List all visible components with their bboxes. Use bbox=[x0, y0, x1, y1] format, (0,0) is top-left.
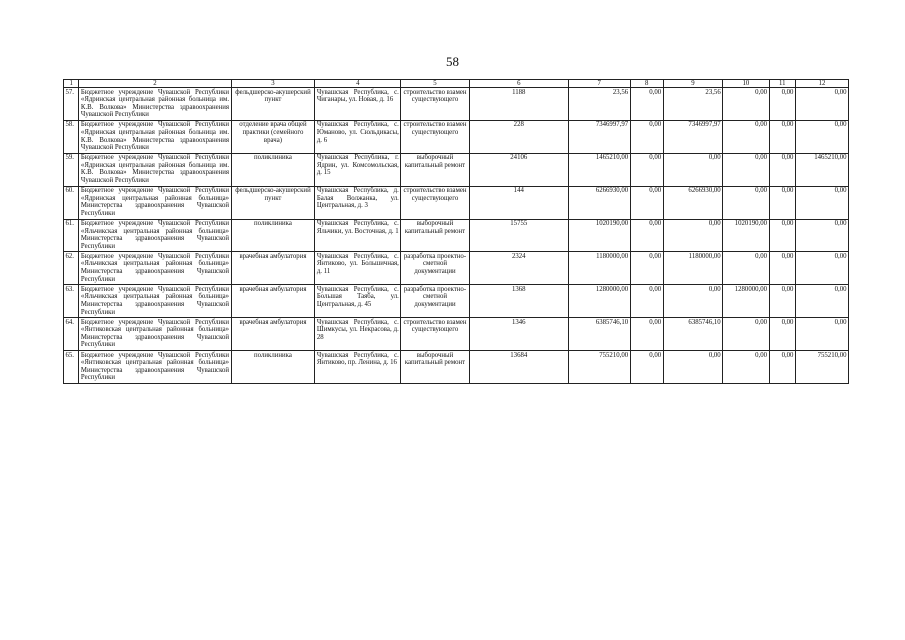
area-value: 1346 bbox=[469, 318, 568, 351]
facility-type: фельдшерско-акушерский пункт bbox=[231, 88, 315, 121]
institution-name: Бюджетное учреждение Чувашской Республики «Янтиковская центральная районная больница» Министерства здравоохранения Чувашской Республики bbox=[79, 351, 231, 384]
work-type: строительство взамен существующего bbox=[401, 318, 469, 351]
table-row bbox=[64, 318, 849, 351]
amount-col-12: 1465210,00 bbox=[795, 153, 848, 186]
amount-col-9: 0,00 bbox=[663, 285, 723, 318]
amount-col-12: 0,00 bbox=[795, 285, 848, 318]
amount-col-9: 0,00 bbox=[663, 153, 723, 186]
amount-col-10: 0,00 bbox=[723, 318, 769, 351]
amount-col-10: 0,00 bbox=[723, 153, 769, 186]
column-number: 11 bbox=[769, 80, 795, 88]
amount-col-10: 0,00 bbox=[723, 88, 769, 121]
total-amount: 6385746,10 bbox=[568, 318, 630, 351]
amount-col-11: 0,00 bbox=[769, 219, 795, 252]
column-number: 12 bbox=[795, 80, 848, 88]
institution-name: Бюджетное учреждение Чувашской Республики «Ядринская центральная районная больница им. К.В. Волкова» Министерства здравоохранения Чувашской Республики bbox=[79, 88, 231, 121]
total-amount: 23,56 bbox=[568, 88, 630, 121]
area-value: 13684 bbox=[469, 351, 568, 384]
column-number: 5 bbox=[401, 80, 469, 88]
work-type: разработка проектно-сметной документации bbox=[401, 252, 469, 285]
area-value: 15755 bbox=[469, 219, 568, 252]
amount-col-9: 7346997,97 bbox=[663, 120, 723, 153]
amount-col-10: 0,00 bbox=[723, 252, 769, 285]
amount-col-10: 0,00 bbox=[723, 120, 769, 153]
facility-address: Чувашская Республика, с. Шимкусы, ул. Некрасова, д. 28 bbox=[315, 318, 401, 351]
amount-col-11: 0,00 bbox=[769, 120, 795, 153]
institution-name: Бюджетное учреждение Чувашской Республики «Ядринская центральная районная больница» Министерства здравоохранения Чувашской Республики bbox=[79, 186, 231, 219]
total-amount: 6266930,00 bbox=[568, 186, 630, 219]
column-number: 3 bbox=[231, 80, 315, 88]
total-amount: 1020190,00 bbox=[568, 219, 630, 252]
facility-address: Чувашская Республика, с. Янтиково, пр. Ленина, д. 16 bbox=[315, 351, 401, 384]
area-value: 1188 bbox=[469, 88, 568, 121]
work-type: строительство взамен существующего bbox=[401, 186, 469, 219]
facility-type: поликлиника bbox=[231, 219, 315, 252]
column-number: 8 bbox=[630, 80, 663, 88]
amount-col-9: 1180000,00 bbox=[663, 252, 723, 285]
facility-type: поликлиника bbox=[231, 153, 315, 186]
amount-col-11: 0,00 bbox=[769, 186, 795, 219]
institution-name: Бюджетное учреждение Чувашской Республики «Яльчикская центральная районная больница» Министерства здравоохранения Чувашской Республики bbox=[79, 285, 231, 318]
facility-address: Чувашская Республика, с. Большая Таяба, ул. Центральная, д. 45 bbox=[315, 285, 401, 318]
amount-col-11: 0,00 bbox=[769, 88, 795, 121]
amount-col-12: 0,00 bbox=[795, 88, 848, 121]
total-amount: 755210,00 bbox=[568, 351, 630, 384]
amount-col-8: 0,00 bbox=[630, 88, 663, 121]
amount-col-9: 0,00 bbox=[663, 219, 723, 252]
institution-name: Бюджетное учреждение Чувашской Республики «Яльчикская центральная районная больница» Министерства здравоохранения Чувашской Республики bbox=[79, 252, 231, 285]
column-number: 6 bbox=[469, 80, 568, 88]
amount-col-11: 0,00 bbox=[769, 318, 795, 351]
amount-col-8: 0,00 bbox=[630, 153, 663, 186]
work-type: выборочный капитальный ремонт bbox=[401, 351, 469, 384]
amount-col-12: 755210,00 bbox=[795, 351, 848, 384]
amount-col-8: 0,00 bbox=[630, 186, 663, 219]
institution-name: Бюджетное учреждение Чувашской Республики «Ядринская центральная районная больница им. К.В. Волкова» Министерства здравоохранения Чувашской Республики bbox=[79, 120, 231, 153]
amount-col-11: 0,00 bbox=[769, 153, 795, 186]
facility-type: отделение врача общей практики (семейного врача) bbox=[231, 120, 315, 153]
facility-type: врачебная амбулатория bbox=[231, 318, 315, 351]
amount-col-10: 0,00 bbox=[723, 186, 769, 219]
amount-col-8: 0,00 bbox=[630, 285, 663, 318]
amount-col-12: 0,00 bbox=[795, 219, 848, 252]
table-row bbox=[64, 120, 849, 153]
facility-address: Чувашская Республика, с. Чиганары, ул. Новая, д. 16 bbox=[315, 88, 401, 121]
row-number: 62. bbox=[64, 252, 79, 285]
table-row bbox=[64, 88, 849, 121]
table-row bbox=[64, 186, 849, 219]
column-number: 1 bbox=[64, 80, 79, 88]
amount-col-8: 0,00 bbox=[630, 351, 663, 384]
table-row bbox=[64, 351, 849, 384]
amount-col-12: 0,00 bbox=[795, 252, 848, 285]
total-amount: 1465210,00 bbox=[568, 153, 630, 186]
institution-name: Бюджетное учреждение Чувашской Республики «Яльчикская центральная районная больница» Министерства здравоохранения Чувашской Республики bbox=[79, 219, 231, 252]
amount-col-10: 1280000,00 bbox=[723, 285, 769, 318]
amount-col-9: 0,00 bbox=[663, 351, 723, 384]
facility-type: фельдшерско-акушерский пункт bbox=[231, 186, 315, 219]
table-row bbox=[64, 285, 849, 318]
facility-type: врачебная амбулатория bbox=[231, 252, 315, 285]
institution-name: Бюджетное учреждение Чувашской Республики «Янтиковская центральная районная больница» Министерства здравоохранения Чувашской Республики bbox=[79, 318, 231, 351]
amount-col-9: 6266930,00 bbox=[663, 186, 723, 219]
area-value: 144 bbox=[469, 186, 568, 219]
page-number: 58 bbox=[446, 54, 459, 69]
facility-address: Чувашская Республика, с. Яльчики, ул. Восточная, д. 1 bbox=[315, 219, 401, 252]
column-number: 2 bbox=[79, 80, 231, 88]
amount-col-8: 0,00 bbox=[630, 318, 663, 351]
amount-col-10: 1020190,00 bbox=[723, 219, 769, 252]
work-type: выборочный капитальный ремонт bbox=[401, 153, 469, 186]
work-type: выборочный капитальный ремонт bbox=[401, 219, 469, 252]
table-row bbox=[64, 153, 849, 186]
facility-type: поликлиника bbox=[231, 351, 315, 384]
row-number: 60. bbox=[64, 186, 79, 219]
amount-col-11: 0,00 bbox=[769, 351, 795, 384]
amount-col-8: 0,00 bbox=[630, 252, 663, 285]
total-amount: 7346997,97 bbox=[568, 120, 630, 153]
table-row bbox=[64, 219, 849, 252]
row-number: 59. bbox=[64, 153, 79, 186]
area-value: 1368 bbox=[469, 285, 568, 318]
area-value: 2324 bbox=[469, 252, 568, 285]
amount-col-12: 0,00 bbox=[795, 186, 848, 219]
amount-col-9: 6385746,10 bbox=[663, 318, 723, 351]
column-number: 7 bbox=[568, 80, 630, 88]
facility-address: Чувашская Республика, д. Балая Волжанка, ул. Центральная, д. 3 bbox=[315, 186, 401, 219]
area-value: 24106 bbox=[469, 153, 568, 186]
row-number: 58. bbox=[64, 120, 79, 153]
facility-address: Чувашская Республика, г. Ядрин, ул. Комсомольская, д. 15 bbox=[315, 153, 401, 186]
work-type: разработка проектно-сметной документации bbox=[401, 285, 469, 318]
column-number: 9 bbox=[663, 80, 723, 88]
work-type: строительство взамен существующего bbox=[401, 88, 469, 121]
row-number: 61. bbox=[64, 219, 79, 252]
amount-col-10: 0,00 bbox=[723, 351, 769, 384]
amount-col-11: 0,00 bbox=[769, 252, 795, 285]
amount-col-9: 23,56 bbox=[663, 88, 723, 121]
amount-col-8: 0,00 bbox=[630, 120, 663, 153]
total-amount: 1280000,00 bbox=[568, 285, 630, 318]
row-number: 63. bbox=[64, 285, 79, 318]
facility-type: врачебная амбулатория bbox=[231, 285, 315, 318]
amount-col-12: 0,00 bbox=[795, 120, 848, 153]
area-value: 228 bbox=[469, 120, 568, 153]
amount-col-8: 0,00 bbox=[630, 219, 663, 252]
institution-name: Бюджетное учреждение Чувашской Республики «Ядринская центральная районная больница им. К.В. Волкова» Министерства здравоохранения Чувашской Республики bbox=[79, 153, 231, 186]
facility-register-table bbox=[63, 79, 849, 384]
table-body bbox=[64, 80, 849, 384]
work-type: строительство взамен существующего bbox=[401, 120, 469, 153]
column-number: 10 bbox=[723, 80, 769, 88]
row-number: 64. bbox=[64, 318, 79, 351]
row-number: 57. bbox=[64, 88, 79, 121]
facility-address: Чувашская Республика, с. Юманово, ул. Сюльдикасы, д. 6 bbox=[315, 120, 401, 153]
total-amount: 1180000,00 bbox=[568, 252, 630, 285]
table-row bbox=[64, 252, 849, 285]
amount-col-11: 0,00 bbox=[769, 285, 795, 318]
column-number-row bbox=[64, 80, 849, 88]
amount-col-12: 0,00 bbox=[795, 318, 848, 351]
column-number: 4 bbox=[315, 80, 401, 88]
row-number: 65. bbox=[64, 351, 79, 384]
facility-address: Чувашская Республика, с. Янтиково, ул. Большичная, д. 11 bbox=[315, 252, 401, 285]
